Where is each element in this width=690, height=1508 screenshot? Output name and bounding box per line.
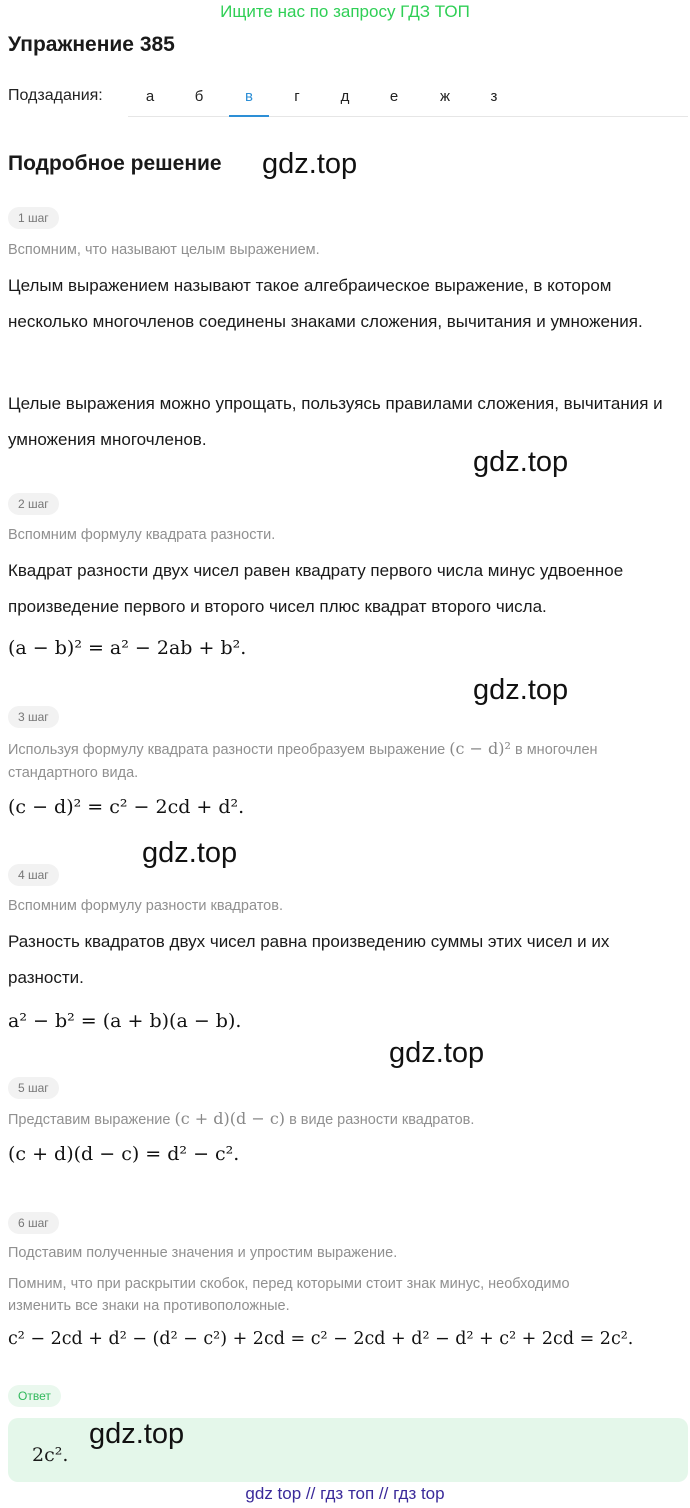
step-badge: 3 шаг [8, 706, 59, 728]
subtask-tab-g[interactable]: г [294, 88, 300, 105]
formula: (c − d)² = c² − 2cd + d². [8, 796, 245, 818]
step-paragraph: Квадрат разности двух чисел равен квадрату первого числа минус удвоенное произведение первого и второго чисел плюс квадрат второго числа. [8, 561, 624, 616]
watermark: gdz.top [473, 674, 569, 706]
answer-badge: Ответ [8, 1385, 61, 1407]
step-badge: 4 шаг [8, 864, 59, 886]
watermark: gdz.top [89, 1418, 185, 1450]
subtasks-tabs [128, 78, 688, 117]
subtask-tab-d[interactable]: д [340, 88, 350, 105]
step-paragraph: Целым выражением называют такое алгебраическое выражение, в котором несколько многочленов соединены знаками сложения, вычитания и умножения. [8, 276, 643, 331]
watermark: gdz.top [262, 148, 358, 180]
formula: c² − 2cd + d² − (d² − c²) + 2cd = c² − 2cd + d² − d² + c² + 2cd = 2c². [8, 1329, 634, 1349]
step-hint: изменить все знаки на противоположные. [8, 1298, 290, 1314]
search-banner[interactable]: Ищите нас по запросу ГДЗ ТОП [220, 2, 470, 21]
step-hint: Вспомним формулу квадрата разности. [8, 527, 276, 543]
hint-text: Используя формулу квадрата разности преобразуем выражение [8, 742, 446, 758]
solution-title: Подробное решение [8, 152, 222, 175]
subtasks-label: Подзадания: [8, 87, 103, 104]
step-hint: Вспомним формулу разности квадратов. [8, 898, 283, 914]
formula: (c + d)(d − c) = d² − c². [8, 1143, 240, 1165]
footer-links[interactable]: gdz top // гдз топ // гдз top [245, 1484, 445, 1503]
subtask-tab-z[interactable]: з [490, 88, 498, 105]
formula: a² − b² = (a + b)(a − b). [8, 1010, 242, 1032]
subtask-tab-e[interactable]: е [389, 88, 399, 105]
step-hint-line2: стандартного вида. [8, 765, 139, 781]
step-hint [8, 737, 688, 762]
step-hint: Помним, что при раскрытии скобок, перед которыми стоит знак минус, необходимо [8, 1276, 570, 1292]
step-hint: Подставим полученные значения и упростим выражение. [8, 1245, 398, 1261]
watermark: gdz.top [473, 446, 569, 478]
inline-formula: (c − d)² [449, 739, 511, 758]
step-hint [8, 1107, 474, 1132]
inline-formula: (c + d)(d − c) [174, 1109, 286, 1128]
watermark: gdz.top [142, 837, 238, 869]
subtask-tab-zh[interactable]: ж [439, 88, 451, 105]
step-hint: Вспомним, что называют целым выражением. [8, 242, 320, 258]
step-paragraph: Целые выражения можно упрощать, пользуясь правилами сложения, вычитания и умножения многочленов. [8, 394, 663, 449]
hint-text: в виде разности квадратов. [289, 1112, 475, 1128]
step-badge: 2 шаг [8, 493, 59, 515]
answer-formula: 2c². [32, 1444, 69, 1466]
exercise-title: Упражнение 385 [8, 33, 175, 56]
hint-text: Представим выражение [8, 1112, 171, 1128]
subtask-tab-v[interactable]: в [237, 88, 261, 105]
step-paragraph: Разность квадратов двух чисел равна произведению суммы этих чисел и их разности. [8, 932, 610, 987]
subtask-tab-a[interactable]: а [145, 88, 155, 105]
step-badge: 5 шаг [8, 1077, 59, 1099]
step-badge: 6 шаг [8, 1212, 59, 1234]
hint-text: в многочлен [514, 742, 598, 758]
subtask-tab-b[interactable]: б [194, 88, 204, 105]
step-badge: 1 шаг [8, 207, 59, 229]
watermark: gdz.top [389, 1037, 485, 1069]
formula: (a − b)² = a² − 2ab + b². [8, 637, 247, 659]
